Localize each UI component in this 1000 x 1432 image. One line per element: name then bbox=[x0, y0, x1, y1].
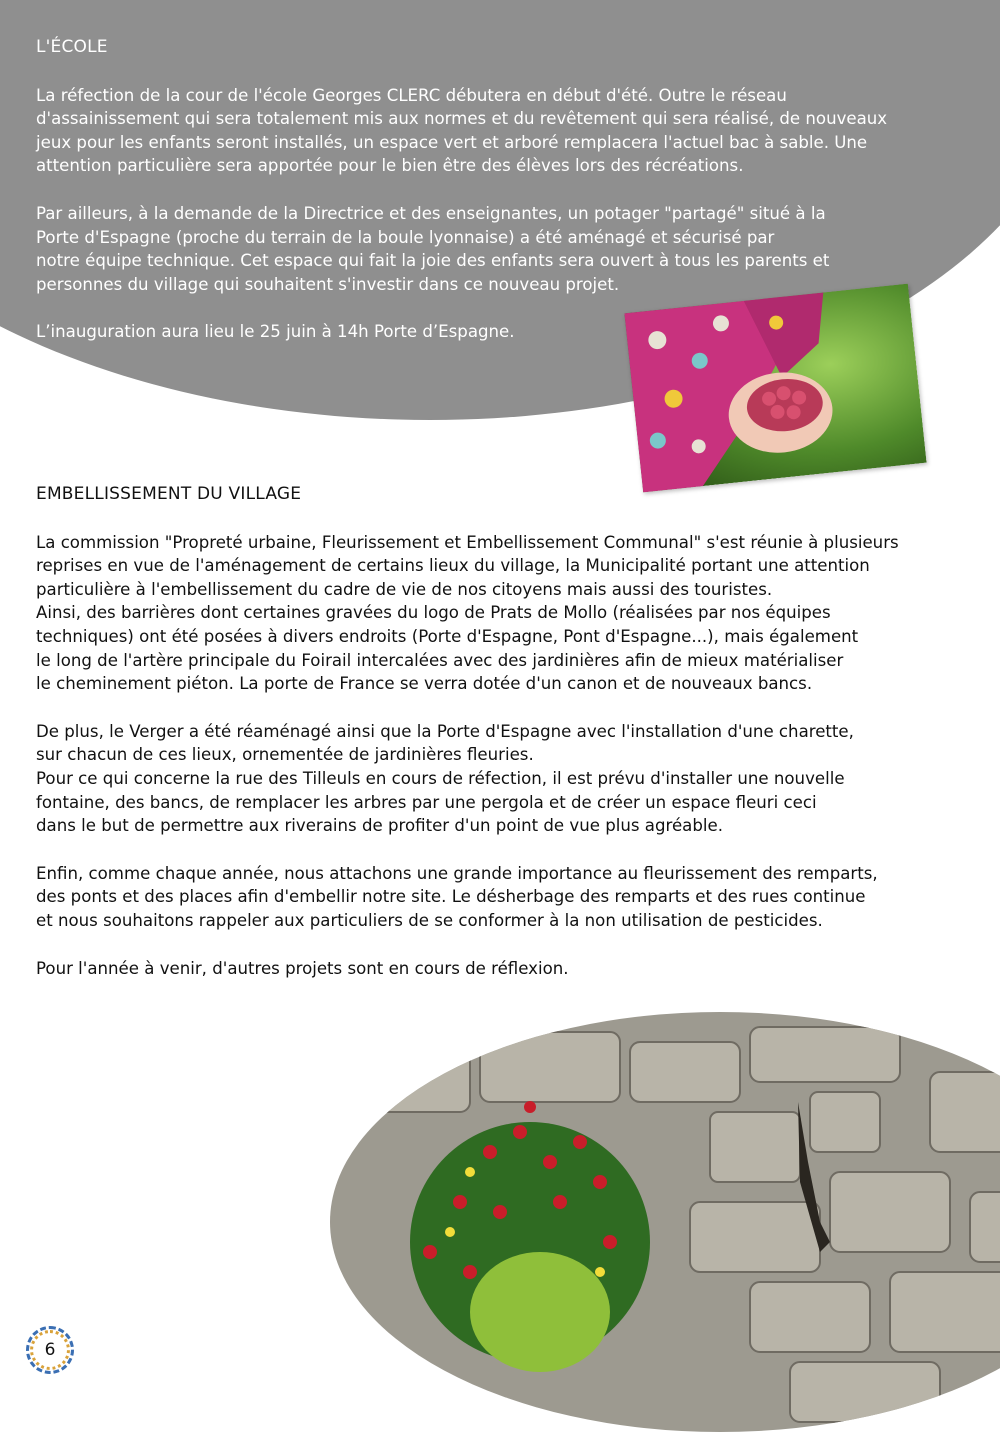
text-line: Enfin, comme chaque année, nous attachons une grande importance au fleurissement des remparts, bbox=[36, 863, 878, 883]
page-number: 6 bbox=[30, 1330, 70, 1370]
text-line: reprises en vue de l'aménagement de certains lieux du village, la Municipalité portant une attention bbox=[36, 556, 870, 576]
text-line: Pour ce qui concerne la rue des Tilleuls en cours de réfection, il est prévu d'installer une nouvelle bbox=[36, 768, 845, 788]
text-line: techniques) ont été posées à divers endroits (Porte d'Espagne, Pont d'Espagne...), mais également bbox=[36, 626, 859, 646]
village-paragraph-1 bbox=[36, 531, 956, 696]
section-village bbox=[36, 483, 956, 1004]
text-line: le long de l'artère principale du Foirail intercalées avec des jardinières afin de mieux matérialiser bbox=[36, 650, 844, 670]
text-line: La réfection de la cour de l'école Georges CLERC débutera en début d'été. Outre le réseau bbox=[36, 85, 787, 105]
stone-wall-flowers-illustration bbox=[330, 1012, 1000, 1432]
section-village-title: EMBELLISSEMENT DU VILLAGE bbox=[36, 484, 302, 504]
text-line: sur chacun de ces lieux, ornementée de jardinières fleuries. bbox=[36, 745, 534, 765]
text-line: Ainsi, des barrières dont certaines gravées du logo de Prats de Mollo (réalisées par nos équipes bbox=[36, 603, 831, 623]
text-line: le cheminement piéton. La porte de France se verra dotée d'un canon et de nouveaux bancs. bbox=[36, 674, 813, 694]
village-paragraph-4 bbox=[36, 957, 956, 981]
text-line: Par ailleurs, à la demande de la Directrice et des enseignantes, un potager "partagé" situé à la bbox=[36, 203, 826, 223]
school-paragraph-1 bbox=[36, 84, 946, 178]
text-line: particulière à l'embellissement du cadre de vie de nos citoyens mais aussi des touristes. bbox=[36, 579, 773, 599]
raspberries-photo-illustration bbox=[624, 284, 926, 493]
raspberries-photo bbox=[624, 284, 926, 493]
text-line: L’inauguration aura lieu le 25 juin à 14h Porte d’Espagne. bbox=[36, 322, 515, 342]
stone-wall-flowers-photo bbox=[330, 1012, 1000, 1432]
text-line: personnes du village qui souhaitent s'investir dans ce nouveau projet. bbox=[36, 274, 620, 294]
text-line: notre équipe technique. Cet espace qui fait la joie des enfants sera ouvert à tous les parents et bbox=[36, 251, 830, 271]
text-line: attention particulière sera apportée pour le bien être des élèves lors des récréations. bbox=[36, 156, 744, 176]
village-paragraph-3 bbox=[36, 862, 956, 933]
text-line: et nous souhaitons rappeler aux particuliers de se conformer à la non utilisation de pesticides. bbox=[36, 910, 823, 930]
text-line: Porte d'Espagne (proche du terrain de la boule lyonnaise) a été aménagé et sécurisé par bbox=[36, 227, 775, 247]
text-line: fontaine, des bancs, de remplacer les arbres par une pergola et de créer un espace fleuri ceci bbox=[36, 792, 817, 812]
text-line: jeux pour les enfants seront installés, un espace vert et arboré remplacera l'actuel bac à sable. Une bbox=[36, 132, 868, 152]
village-paragraph-2 bbox=[36, 720, 956, 838]
text-line: dans le but de permettre aux riverains de profiter d'un point de vue plus agréable. bbox=[36, 816, 723, 836]
text-line: Pour l'année à venir, d'autres projets sont en cours de réflexion. bbox=[36, 958, 569, 978]
section-school-title: L'ÉCOLE bbox=[36, 37, 108, 57]
school-paragraph-2 bbox=[36, 202, 946, 296]
text-line: De plus, le Verger a été réaménagé ainsi que la Porte d'Espagne avec l'installation d'une charette, bbox=[36, 721, 854, 741]
text-line: d'assainissement qui sera totalement mis aux normes et du revêtement qui sera réalisé, de nouveaux bbox=[36, 109, 888, 129]
text-line: des ponts et des places afin d'embellir notre site. Le désherbage des remparts et des rues continue bbox=[36, 887, 866, 907]
text-line: La commission "Propreté urbaine, Fleurissement et Embellissement Communal" s'est réunie à plusieurs bbox=[36, 532, 899, 552]
